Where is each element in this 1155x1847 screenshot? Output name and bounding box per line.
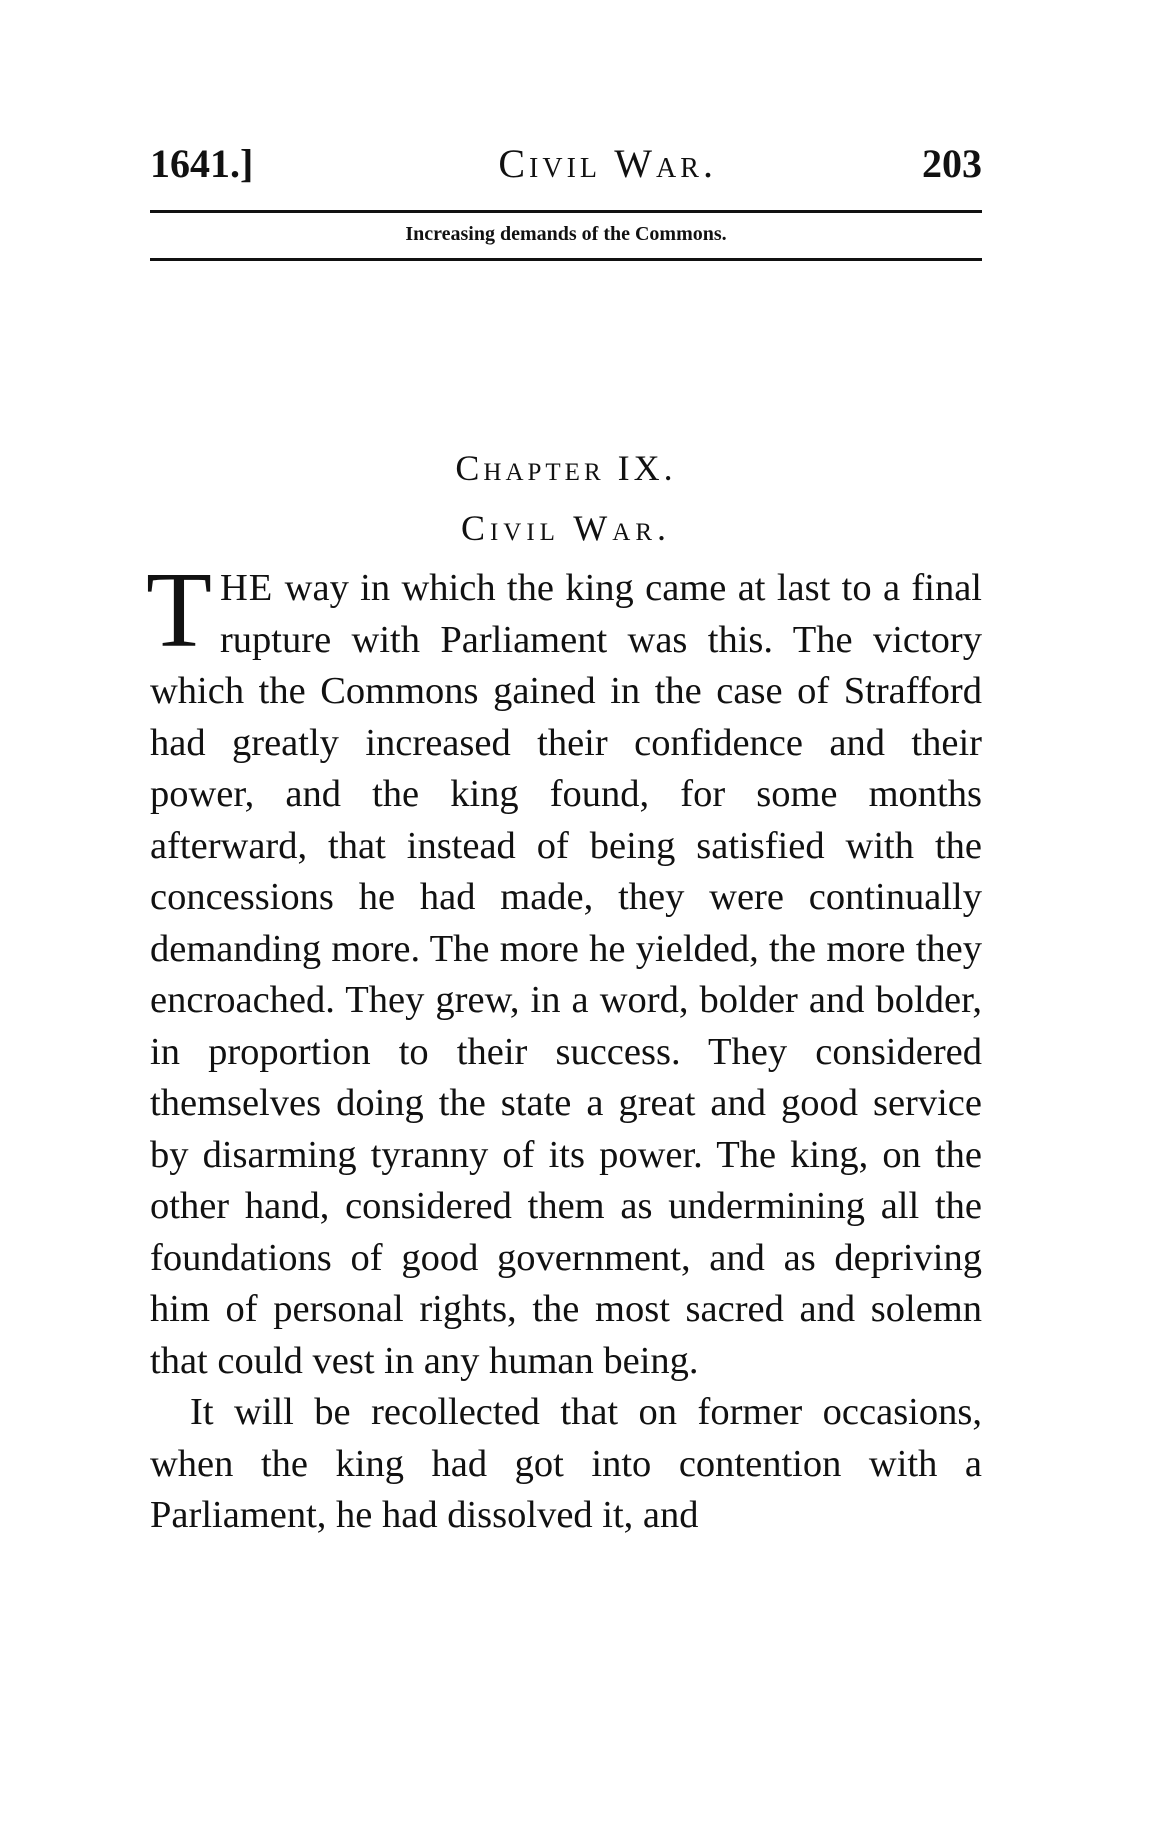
chapter-number: Chapter IX. xyxy=(455,448,677,488)
paragraph-1-text: way in which the king came at last to a final rupture with Parliament was this. The victory which the Commons gained in the case of Strafford had greatly increased their confidence and their power, and the king found, for some months afterward, that instead of being satisfied with the concessions he had made, they were continually demanding more. The more he yielded, the more they encroached. They grew, in a word, bolder and bolder, in proportion to their success. They considered themselves doing the state a great and good service by disarming tyranny of its power. The king, on the other hand, considered them as undermining all the foundations of good government, and as depriving him of personal rights, the most sacred and solemn that could vest in any human being. xyxy=(150,567,982,1382)
running-head xyxy=(150,140,982,200)
running-head-title: Civil War. xyxy=(498,141,717,186)
paragraph-2: It will be recollected that on former occasions, when the king had got into contention with a Parliament, he had dissolved it, and xyxy=(150,1391,982,1536)
running-subhead: Increasing demands of the Commons. xyxy=(405,223,727,245)
book-page xyxy=(146,140,982,1580)
drop-cap: T xyxy=(146,551,212,670)
paragraph-1 xyxy=(146,551,982,1387)
running-head-year: 1641.] xyxy=(150,141,254,186)
header-rule-bottom xyxy=(150,258,982,261)
chapter-title: Civil War. xyxy=(460,508,672,548)
body-text xyxy=(146,551,982,1542)
page-number: 203 xyxy=(921,141,982,186)
drop-cap-continuation: HE xyxy=(219,567,274,609)
